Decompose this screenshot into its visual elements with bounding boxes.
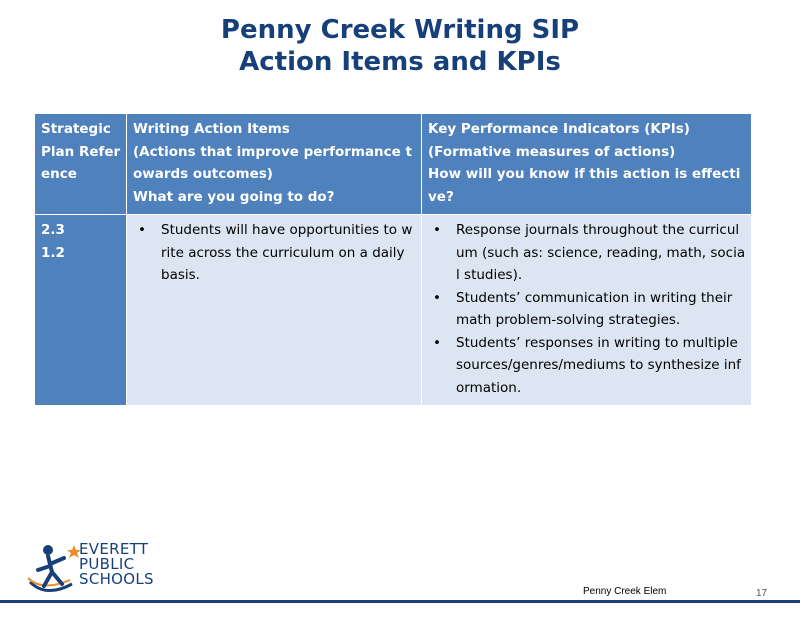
kpi-text: Students’ responses in writing to multiple sources/genres/mediums to synthesize information.	[456, 334, 741, 396]
footer-divider	[0, 600, 800, 603]
page-number: 17	[756, 588, 768, 599]
list-item	[133, 219, 416, 287]
action-items-cell	[127, 215, 422, 406]
kpi-list	[428, 219, 746, 399]
header-writing-action-items	[127, 114, 422, 215]
page-title	[0, 14, 800, 78]
reference-cell	[35, 215, 127, 406]
action-items-table	[34, 113, 752, 406]
header-strategic-plan-reference: Strategic Plan Reference	[35, 114, 127, 215]
table-row	[35, 215, 752, 406]
header-kpi-subtitle: (Formative measures of actions)	[428, 143, 676, 160]
list-item	[428, 287, 746, 332]
bullet-icon: •	[433, 222, 441, 238]
action-items-list	[133, 219, 416, 287]
kpi-text: Students’ communication in writing their math problem-solving strategies.	[456, 289, 733, 328]
header-actions-question: What are you going to do?	[133, 188, 335, 205]
reference-value: 2.3	[41, 222, 65, 238]
district-name-line: SCHOOLS	[79, 570, 154, 588]
district-name-line: EVERETT	[79, 540, 149, 558]
footer-school-name: Penny Creek Elem	[583, 586, 667, 597]
header-kpis	[422, 114, 752, 215]
header-actions-subtitle: (Actions that improve performance towards outcomes)	[133, 143, 412, 182]
title-line-2: Action Items and KPIs	[239, 47, 561, 77]
list-item	[428, 219, 746, 287]
list-item	[428, 332, 746, 400]
kpi-cell	[422, 215, 752, 406]
table-header-row	[35, 114, 752, 215]
reference-value: 1.2	[41, 244, 65, 261]
bullet-icon: •	[138, 222, 146, 238]
district-name	[79, 542, 154, 587]
title-line-1: Penny Creek Writing SIP	[220, 15, 580, 45]
header-actions-title: Writing Action Items	[133, 121, 290, 137]
kpi-text: Response journals throughout the curriculum (such as: science, reading, math, social studies).	[456, 222, 746, 283]
bullet-icon: •	[433, 289, 441, 306]
header-kpi-title: Key Performance Indicators (KPIs)	[428, 121, 690, 137]
header-kpi-question: How will you know if this action is effective?	[428, 166, 741, 205]
action-item-text: Students will have opportunities to write across the curriculum on a daily basis.	[161, 222, 413, 283]
district-name-line: PUBLIC	[79, 555, 135, 573]
bullet-icon: •	[433, 334, 441, 351]
